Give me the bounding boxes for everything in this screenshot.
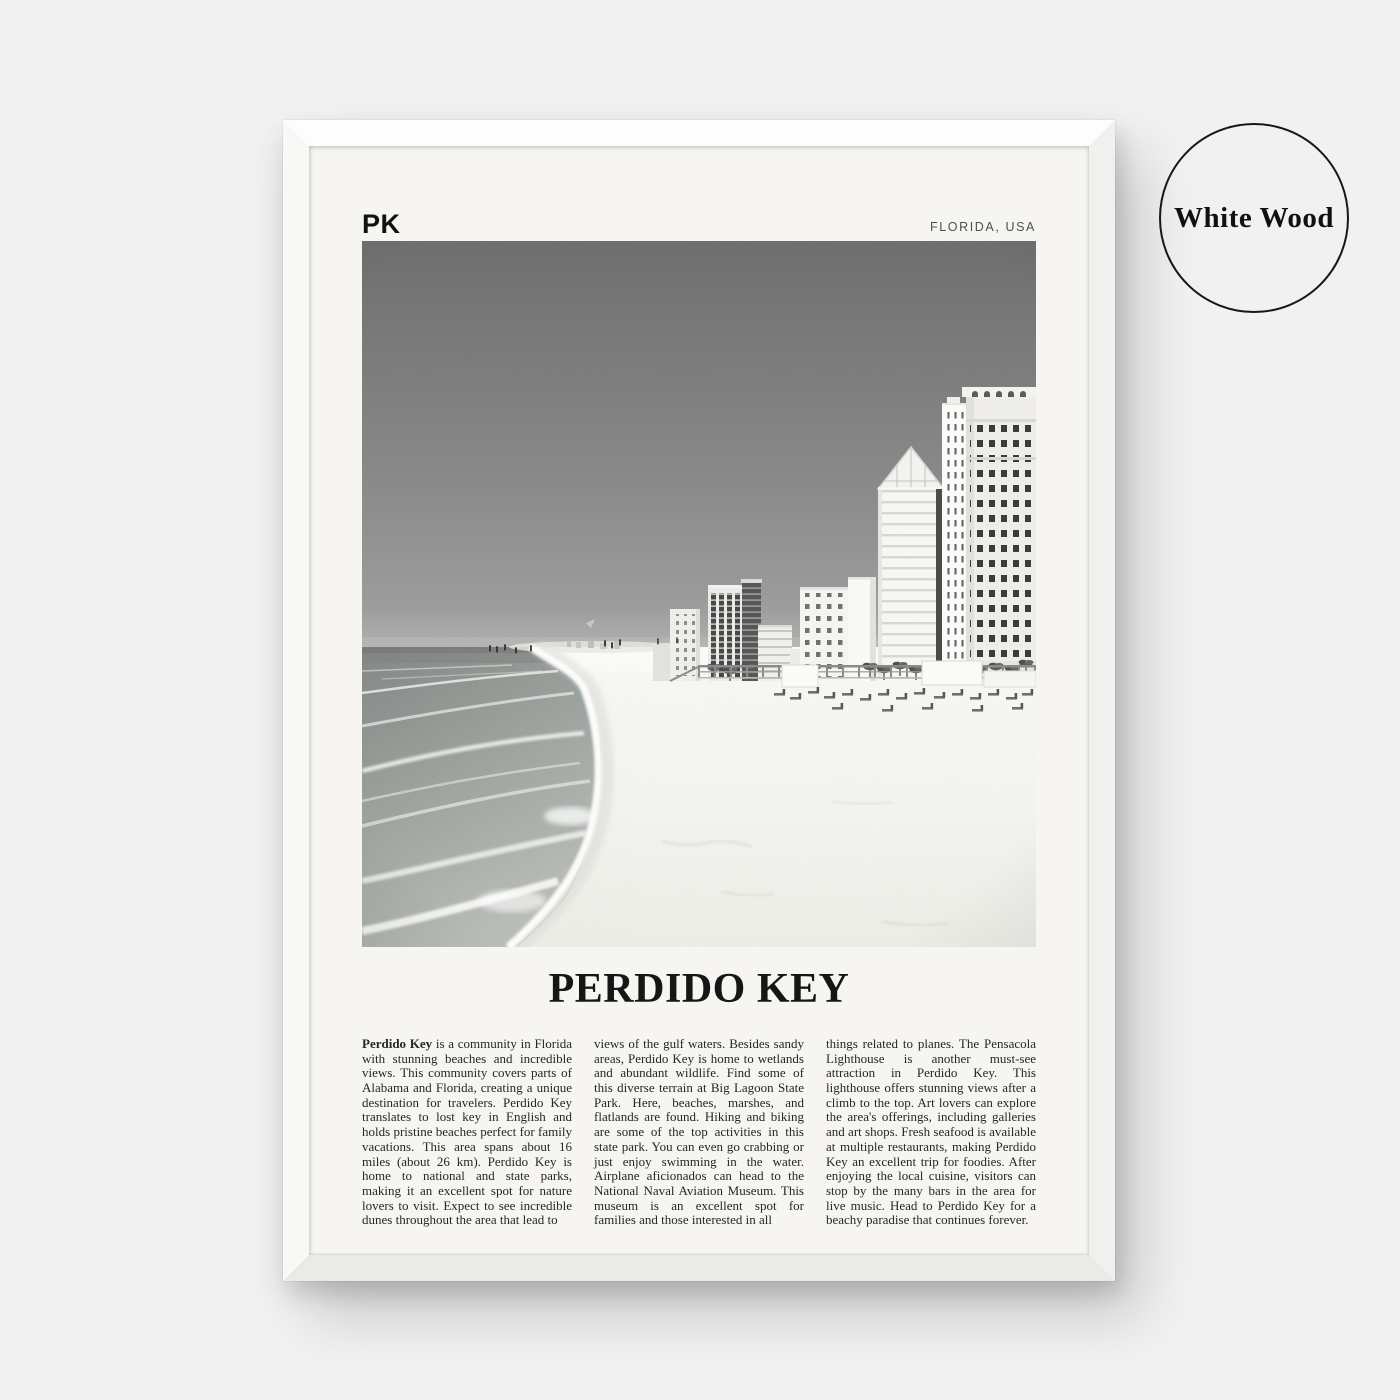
poster-photo	[362, 241, 1036, 947]
body-column-3-text: things related to planes. The Pensacola Lighthouse is another must-see attraction in Perdido Key. This lighthouse offers stunning views after a climb to the top. Art lovers can explore the area's offerings, including galleries and art shops. Fresh seafood is available at multiple restaurants, making Perdido Key an excellent trip for foodies. After enjoying the local cuisine, visitors can stop by the many bars in the area for live music. Head to Perdido Key for a beachy paradise that continues forever.	[826, 1036, 1036, 1228]
poster-title: PERDIDO KEY	[548, 966, 850, 1012]
poster-logo: PK	[362, 209, 401, 239]
body-column-2	[594, 1037, 804, 1228]
frame-material-badge	[1159, 123, 1349, 313]
poster-location: FLORIDA, USA	[929, 220, 1036, 234]
frame-material-label: White Wood	[1174, 201, 1334, 234]
beach-scene-illustration	[362, 241, 1036, 947]
picture-frame	[283, 120, 1115, 1281]
poster-header	[362, 208, 1036, 238]
body-column-1	[362, 1037, 572, 1228]
body-column-2-text: views of the gulf waters. Besides sandy areas, Perdido Key is home to wetlands and abundant wildlife. Find some of this diverse terrain at Big Lagoon State Park. Here, beaches, marshes, and flatlands are found. Hiking and biking are some of the top activities in this state park. You can even go crabbing or just enjoy swimming in the water. Airplane aficionados can head to the National Naval Aviation Museum. This museum is an excellent spot for families and those interested in all	[594, 1036, 804, 1228]
poster-body	[362, 1024, 1036, 1241]
body-column-3	[826, 1037, 1036, 1228]
body-column-1-text: is a community in Florida with stunning beaches and incredible views. This community covers parts of Alabama and Florida, creating a unique destination for travelers. Perdido Key translates to lost key in English and holds pristine beaches perfect for family vacations. This area spans about 16 miles (about 26 km). Perdido Key is home to national and state parks, making it an excellent spot for nature lovers to visit. Expect to see incredible dunes throughout the area that lead to	[362, 1036, 572, 1228]
vignette-overlay	[362, 241, 1036, 947]
body-column-1-lead: Perdido Key	[362, 1036, 433, 1051]
poster-paper	[309, 146, 1089, 1255]
